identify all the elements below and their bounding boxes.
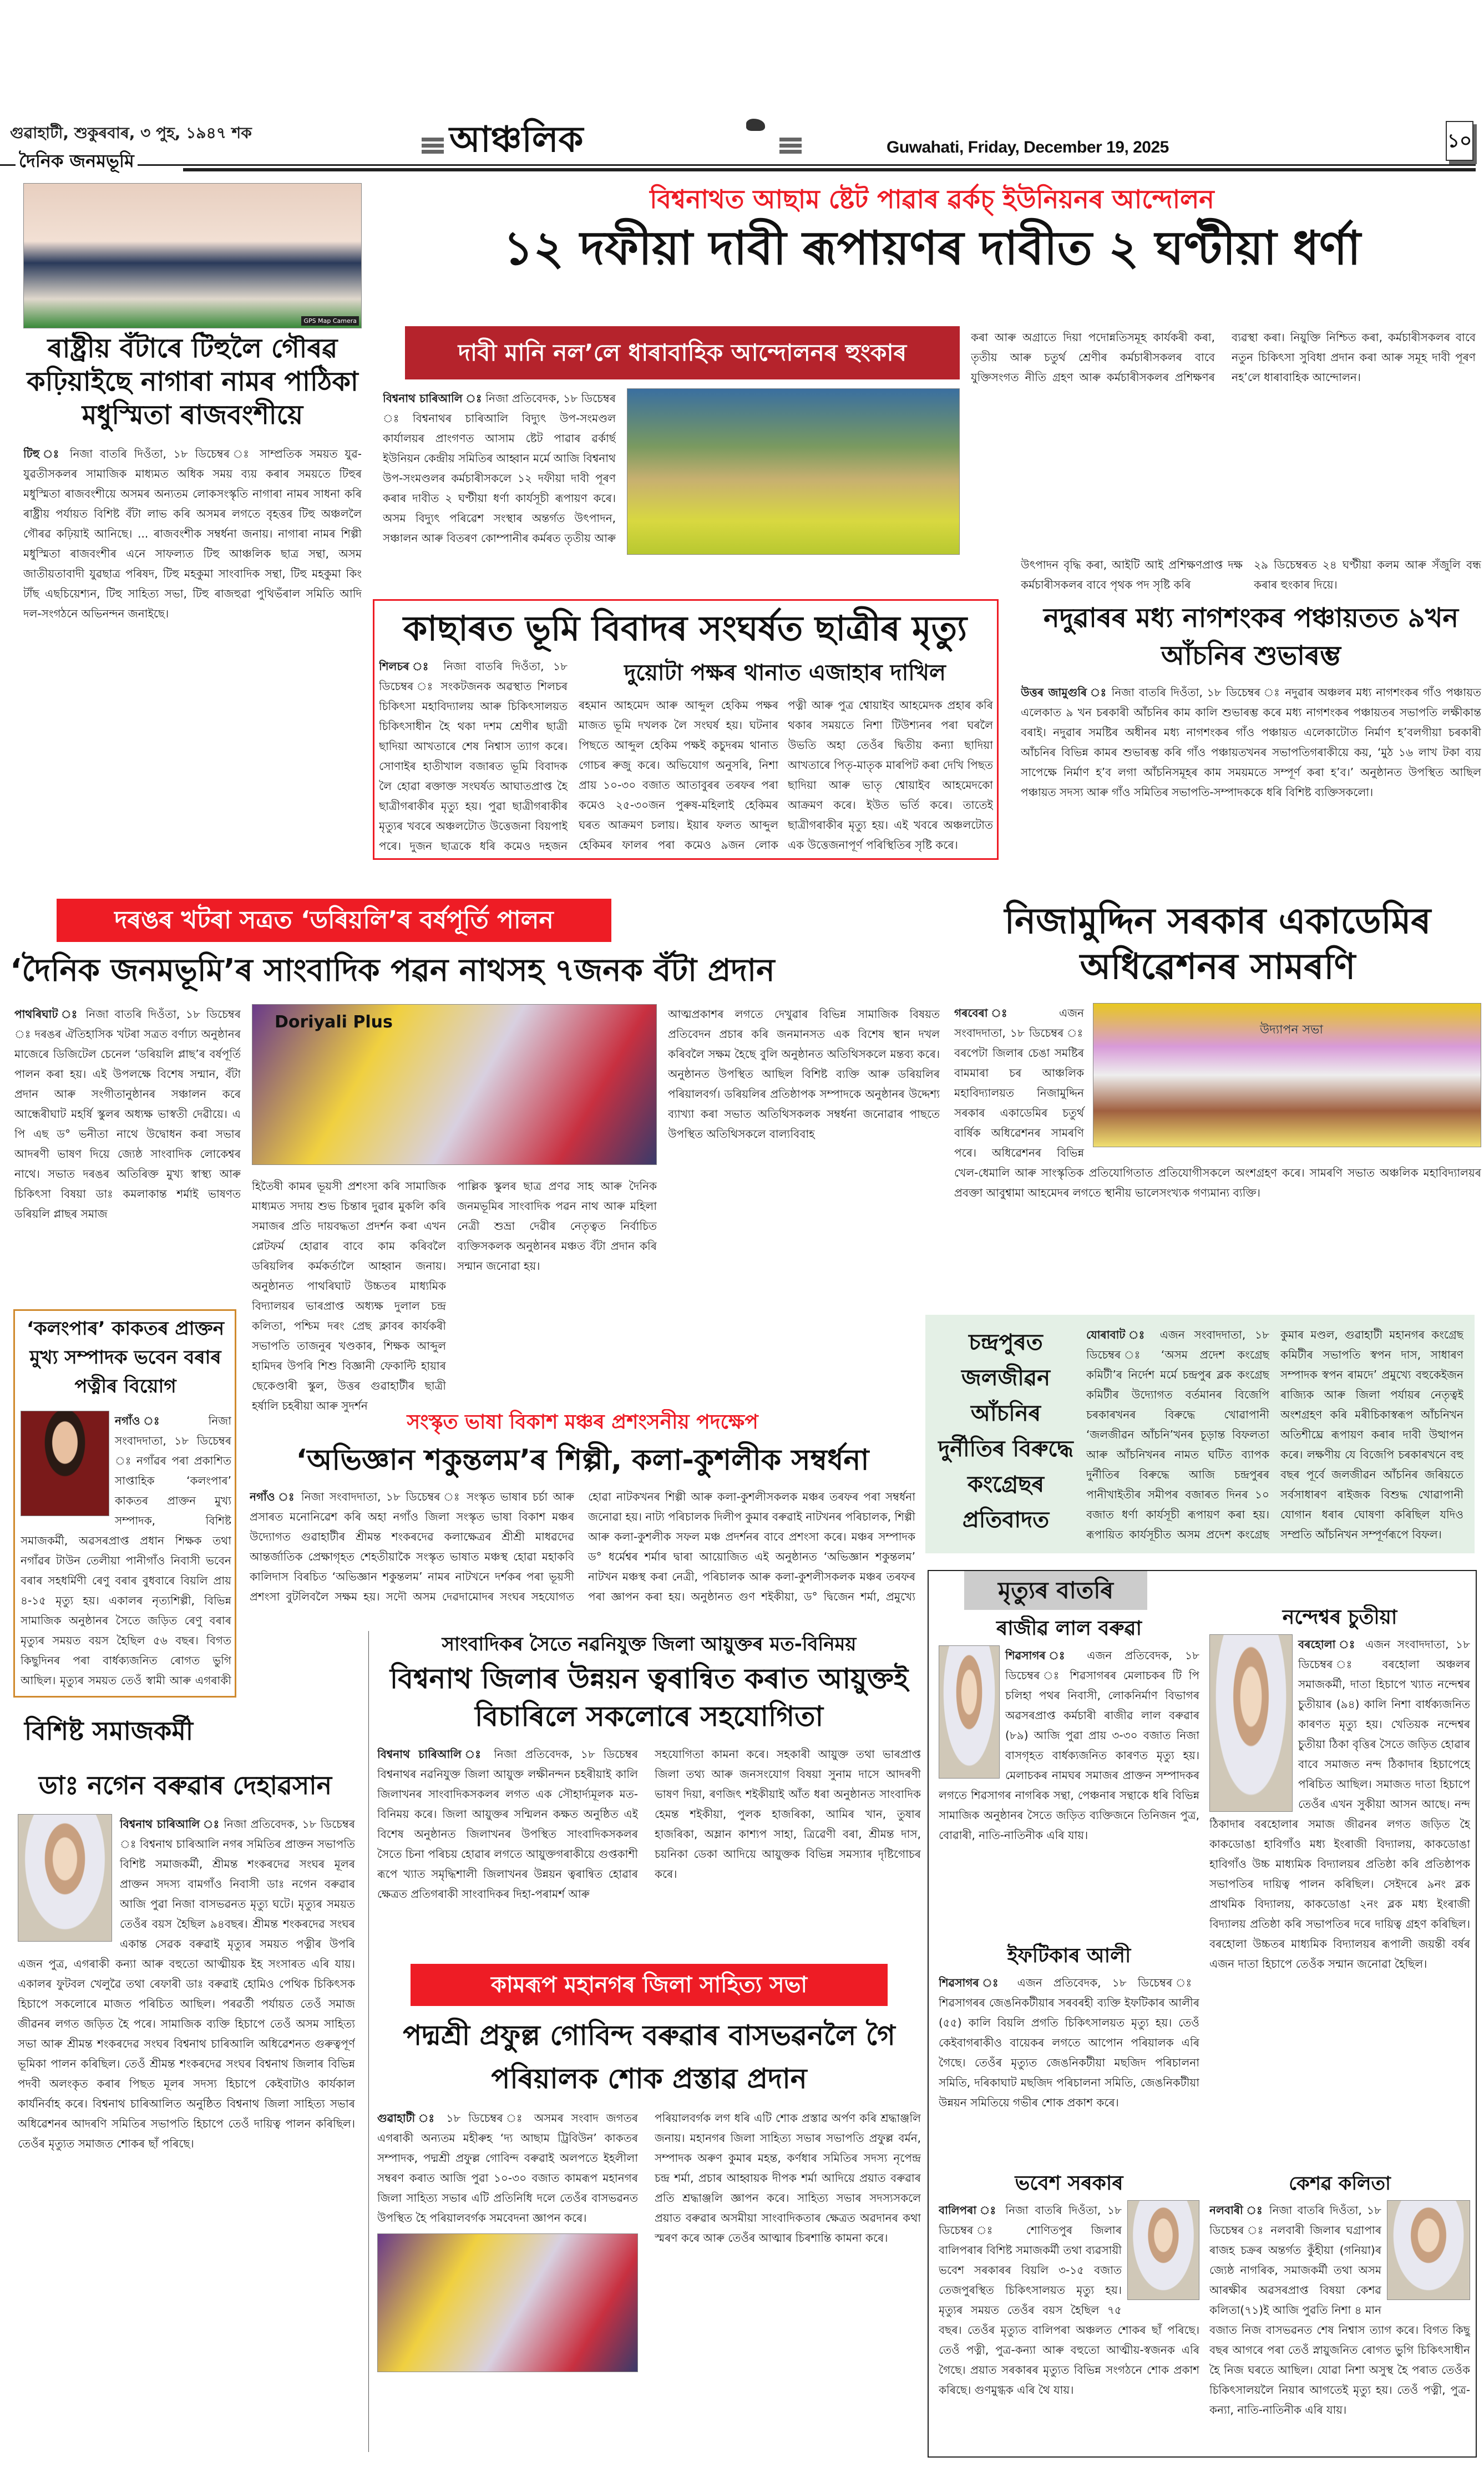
body-text: ১৮ ডিচেম্বৰ ঃ অসমৰ সংবাদ জগতৰ এগৰাকী অন্যতম মহীৰুহ ‘দ্য আছাম ট্ৰিবিউন’ কাকতৰ সম্পাদক, পদ্মশ্ৰী প্ৰফুল্ল গোবিন্দ বৰুৱাই অলপতে ইহলীলা সম্বৰণ কৰাত আজি পুৱা ১০-৩০ বজাত কামৰূপ মহানগৰ জিলা সাহিত্য সভাৰ এটি প্ৰতিনিধি দলে তেওঁৰ বাসভৱনত উপস্থিত হৈ পৰিয়ালবৰ্গক সমবেদনা জ্ঞাপন কৰে। [377, 2111, 638, 2225]
dateline: গুৱাহাটী ঃ [377, 2111, 439, 2125]
obituary-name: ভবেশ সৰকাৰ [1015, 2172, 1123, 2195]
award-headline: ৰাষ্ট্ৰীয় বঁটাৰে টিহুলৈ গৌৰৱ কঢ়িয়াইছে নাগাৰা নামৰ পাঠিকা মধুস্মিতা ৰাজবংশীয়ে [27, 333, 358, 430]
union-banner: দাবী মানি নল’লে ধাৰাবাহিক আন্দোলনৰ হুংকাৰ [405, 326, 960, 379]
nizam-headline: নিজামুদ্দিন সৰকাৰ একাডেমিৰ অধিৱেশনৰ সামৰণি [1004, 901, 1431, 987]
story-sahitya [377, 1964, 921, 2452]
doriyali-col3: পাল্লিক স্কুলৰ ছাত্ৰ প্ৰণৱ সাহ আৰু দৈনিক জনমভূমিৰ সাংবাদিক পৱন নাথ আৰু মহিলা নেত্ৰী শুভ্ৰা দেৱীৰ নেতৃত্বত নিৰ্বাচিত ব্যক্তিসকলক অনুষ্ঠানৰ মঞ্চত বঁটা প্ৰদান কৰি সন্মান জনোৱা হয়। [457, 1179, 657, 1273]
obituaries [928, 1570, 1477, 2458]
obituary-body [1209, 2200, 1470, 2440]
sanskrit-col2: হোৱা নাটকখনৰ শিল্পী আৰু কলা-কুশলীসকলক মঞ্চৰ তৰফৰ পৰা সম্বৰ্ধনা জনোৱা হয়। নাট্য পৰিচালক দিলীপ কুমাৰ বৰুৱাই নাটখনৰ পৰিচালক, শিল্পী আৰু কলা-কুশলীক সফল মঞ্চ প্ৰদৰ্শনৰ বাবে প্ৰশংসা কৰে। মঞ্চৰ সম্পাদক ড° ধৰ্মেশ্বৰ শৰ্মাৰ দ্বাৰা আয়োজিত এই অনুষ্ঠানত ‘অভিজ্ঞান শকুন্তলম’ নাটখন মঞ্চস্থ কৰা নেত্ৰী, পৰিচালক আৰু কলা-কুশলীসকলক মঞ্চৰ তৰফৰ পৰা জ্ঞাপন কৰা হয়। অনুষ্ঠানত গুণ শইকীয়া, ড° দ্বিজেন শৰ্মা, প্ৰমুখ্যে [588, 1490, 915, 1603]
obituary-body [939, 1973, 1199, 2152]
union-body-right: কৰা আৰু অগ্ৰাতে দিয়া পদোন্নতিসমূহ কাৰ্যকৰী কৰা, তৃতীয় আৰু চতুৰ্থ শ্ৰেণীৰ কৰ্মচাৰীসকলৰ বাবে যুক্তিসংগত নীতি গ্ৰহণ আৰু কৰ্মচাৰীসকলৰ প্ৰশিক্ষণৰ ব্যৱস্থা কৰা। নিয়ুক্তি নিশ্চিত কৰা, কৰ্মচাৰীসকলৰ বাবে নতুন চিকিৎসা সুবিধা প্ৰদান কৰা আৰু সমূহ দাবী পূৰণ নহ’লে ধাৰাবাহিক আন্দোলন। [971, 331, 1476, 384]
obituary-entry [939, 1943, 1199, 2165]
panchayat-body [1021, 682, 1481, 882]
intro-text: নিজা প্ৰতিবেদক, ১৮ ডিচেম্বৰ ঃ বিশ্বনাথ চাৰিআলি নগৰ সমিতিৰ প্ৰাক্তন সভাপতি বিশিষ্ট সমাজকৰ্মী, শ্ৰীমন্ত শংকৰদেৱ সংঘৰ মূলৰ প্ৰাক্তন সদস্য বামগাঁও নিবাসী ডাঃ নগেন বৰুৱাৰ আজি পুৱা নিজা বাসভৱনত মৃত্যু ঘটে। মৃত্যুৰ সময়ত তেওঁৰ বয়স হৈছিল ৯৪বছৰ। শ্ৰীমন্ত শংকৰদেৱ সংঘৰ একান্ত সেৱক বৰুৱাই [120, 1817, 355, 1951]
body-text: এজন সংবাদদাতা, ১৮ ডিচেম্বৰ ঃ ‘অসম প্ৰদেশ কংগ্ৰেছ কমিটী’ৰ নিৰ্দেশ মৰ্মে চন্দ্ৰপুৰ ব্লক কংগ্ৰেছ কমিটীৰ উদ্যোগত বৰ্তমানৰ বিজেপি চৰকাৰখনৰ বিৰুদ্ধে খোৱাপানী ‘জলজীৱন আঁচনি’খনৰ চূড়ান্ত বিফলতা আৰু আঁচনিখনৰ নামত ঘটিত ব্যাপক দুৰ্নীতিৰ বিৰুদ্ধে আজি চন্দ্ৰপুৰৰ পানীখাইতীৰ সমীপৰ বজাৰত দিনৰ ১০ বজাত ধৰ্ণা কাৰ্যসূচী ৰূপায়ণ কৰা হয়। ৰূপায়িত কাৰ্যসূচীত অসম প্ৰদেশ কংগ্ৰেছ [1086, 1328, 1269, 1541]
body-text-2: সাহিত্য সভাৰ সদস্যসকলে প্ৰয়াত বৰুৱাৰ অসমীয়া সাংবাদিকতাৰ ক্ষেত্ৰত অৱদানৰ কথা স্মৰণ কৰে আৰু তেওঁৰ আত্মাৰ চিৰশান্তি কামনা কৰে। [655, 2191, 921, 2245]
sahitya-banner: কামৰূপ মহানগৰ জিলা সাহিত্য সভা [411, 1964, 888, 2006]
body-text: নিজা বাতৰি দিওঁতা, ১৮ ডিচেম্বৰ ঃ শোণিতপুৰ জিলাৰ বালিপৰাৰ বিশিষ্ট সমাজকৰ্মী তথা ব্যৱসায়ী ভবেশ সৰকাৰৰ বিয়লি ৩-১৫ বজাত তেজপুৰস্থিত চিকিৎসালয়ত মৃত্যু হয়। মৃত্যুৰ সময়ত তেওঁৰ বয়স হৈছিল ৭৫ বছৰ। তেওঁৰ মৃত্যুত বালিপৰা অঞ্চলত শোকৰ ছাঁ পৰিছে। তেওঁ পত্নী, পুত্ৰ-কন্যা আৰু বহুতো আত্মীয়-স্বজনক এৰি গৈছে। প্ৰয়াত সৰকাৰৰ মৃত্যুত বিভিন্ন সংগঠনে শোক প্ৰকাশ কৰিছে। গুণমুগ্ধক এৰি থৈ যায়। [939, 2203, 1199, 2397]
dateline: উত্তৰ জামুগুৰি ঃ [1021, 686, 1107, 699]
sahitya-col1 [377, 2108, 638, 2448]
kalangpar-body [21, 1411, 231, 1690]
sanskrit-col1 [250, 1487, 574, 1607]
sahitya-photo[interactable] [377, 2233, 638, 2372]
date-english: Guwahati, Friday, December 19, 2025 [887, 138, 1169, 156]
dateline: গৰবেৰা ঃ [954, 1006, 1032, 1020]
land-col1 [379, 656, 568, 856]
page-number: ১০ [1446, 121, 1473, 161]
obituary-body [1209, 1634, 1470, 2154]
dateline: বালিপৰা ঃ [939, 2203, 999, 2217]
obituary-name: কেশৱ কলিতা [1289, 2172, 1391, 2195]
dateline: টিহু ঃ [23, 447, 63, 460]
story-nizam [954, 899, 1481, 1287]
samajkarmi-kicker: বিশিষ্ট সমাজকৰ্মী [24, 1716, 194, 1746]
union-photo[interactable] [627, 388, 960, 555]
obituary-entry [1209, 2170, 1470, 2453]
dateline: নগাঁও ঃ [250, 1490, 296, 1503]
body-text: নিজা প্ৰতিবেদক, ১৮ ডিচেম্বৰ বিশ্বনাথৰ নৱনিযুক্ত জিলা আয়ুক্ত লক্ষীনন্দন চহৰীয়াই কালি জিলাখনৰ সাংবাদিকসকলৰ লগত এক সৌহাৰ্দ্যমূলক মত-বিনিময় কৰে। জিলা আয়ুক্তৰ সন্মিলন কক্ষত অনুষ্ঠিত এই বিশেষ অনুষ্ঠানত জিলাখনৰ উপস্থিত সাংবাদিকসকলৰ সৈতে চিনা পৰিচয় হোৱাৰ লগতে আয়ুক্তগৰাকীয়ে গুপ্তকাশী ৰূপে খ্যাত সমৃদ্ধিশালী জিলাখনৰ উন্নয়ন ত্বৰান্বিত হোৱাৰ ক্ষেত্ৰত প্ৰতিগৰাকী সাংবাদিকৰ দিহা-পৰামৰ্শ আৰু [377, 1747, 638, 1901]
doriyali-col4: আত্মপ্ৰকাশৰ লগতে দেখুৱাৰ বিভিন্ন সামাজিক বিষয়ত প্ৰতিবেদন প্ৰচাৰ কৰি জনমানসত এক বিশেষ স্থান দখল কৰিবলৈ সক্ষম হৈছে বুলি অনুষ্ঠানত অতিথিসকলে মন্তব্য কৰে। অনুষ্ঠানত উপস্থিত আছিল বিশিষ্ট ব্যক্তি আৰু ডৰিয়লিৰ পৰিয়ালবৰ্গ। ডৰিয়লিৰ প্ৰতিষ্ঠাপক সম্পাদকে অনুষ্ঠানৰ উদ্দেশ্য ব্যাখ্যা কৰা সভাত অতিথিসকলক সম্বৰ্ধনা জনোৱাৰ পাছতে উপস্থিত অতিথিসকলে বাল্যবিবাহ [668, 1007, 940, 1141]
body-text: এজন প্ৰতিবেদক, ১৮ ডিচেম্বৰ ঃ শিৱসাগৰৰ জেঙনিকটীয়াৰ সৰবৰহী ব্যক্তি ইফটিকাৰ আলীৰ (৫৫) কালি বিয়লি প্ৰগতি চিকিৎসালয়ত মৃত্যু হয়। তেওঁ কেইবাগৰাকীও বায়েকৰ লগতে আপোন পৰিয়ালক এৰি গৈছে। তেওঁৰ মৃত্যুত জেঙনিকটীয়া মছজিদ পৰিচালনা সমিতি, দৰিকাঘাট মছজিদ পৰিচালনা সমিতি, জেঙনিকটীয়া উন্নয়ন সমিতিয়ে গভীৰ শোক প্ৰকাশ কৰে। [939, 1976, 1199, 2109]
kalangpar-photo[interactable] [21, 1411, 109, 1516]
nizam-body [954, 1003, 1481, 1283]
obituary-photo[interactable] [1387, 2200, 1470, 2300]
body-text: নিজা বাতৰি দিওঁতা, ১৮ ডিচেম্বৰ ঃ নলবাৰী জিলাৰ ঘগ্ৰাপাৰ ৰাজহ চক্ৰৰ অন্তৰ্গত কুঁহীয়া (গনিয়া)ৰ জ্যেষ্ঠ নাগৰিক, সমাজকৰ্মী তথা অসম আৰক্ষীৰ অৱসৰপ্ৰাপ্ত বিষয়া কেশৱ কলিতা(৭১)ই আজি পুৱতি নিশা ৪ মান বজাত নিজ বাসভৱনত শেষ নিশ্বাস ত্যাগ কৰে। বিগত কিছু বছৰ আগৰে পৰা তেওঁ স্নায়ুজনিত ৰোগত ভুগি চিকিৎসাধীন হৈ নিজ ঘৰতে আছিল। যোৱা নিশা অসুস্থ হৈ পৰাত তেওঁক চিকিৎসালয়লৈ নিয়াৰ আগতেই মৃত্যু হয়। তেওঁ পত্নী, পুত্ৰ-কন্যা, নাতি-নাতিনীক এৰি যায়। [1209, 2203, 1470, 2417]
story-land [373, 599, 999, 860]
photo-caption: উদ্যাপন সভা [1260, 1023, 1323, 1037]
body-text: নিজা বাতৰি দিওঁতা, ১৮ ডিচেম্বৰ ঃ সাম্প্ৰতিক সময়ত যুৱ-যুৱতীসকলৰ সামাজিক মাধ্যমত অধিক সময় ব্যয় কৰাৰ সময়তে টিহুৰ মধুস্মিতা ৰাজবংশীয়ে অসমৰ অন্যতম লোকসংস্কৃতি নাগাৰা নামৰ সাধনা কৰি ৰাষ্ট্ৰীয় পৰ্যায়ত বিশিষ্ট বঁটা লাভ কৰি অসমৰ লগতে বৃহত্তৰ টিহু অঞ্চললৈ গৌৰৱ কঢ়িয়াই আনিছে। ... [23, 447, 362, 540]
samajkarmi-headline: ডাঃ নগেন বৰুৱাৰ দেহাৱসান [38, 1770, 332, 1800]
obituary-photo[interactable] [1209, 1634, 1293, 1812]
sahitya-col2 [655, 2108, 921, 2448]
story-samajkarmi [13, 1709, 357, 2446]
section-title: আঞ্চলিক [449, 119, 584, 160]
sanskrit-headline: ‘অভিজ্ঞান শকুন্তলম’ৰ শিল্পী, কলা-কুশলীক সম্বৰ্ধনা [296, 1443, 869, 1477]
dateline: বৰহোলা ঃ [1298, 1638, 1359, 1651]
obituary-photo[interactable] [1127, 2200, 1199, 2300]
story-award [23, 183, 362, 854]
sahitya-headline: পদ্মশ্ৰী প্ৰফুল্ল গোবিন্দ বৰুৱাৰ বাসভৱনলৈ গৈ পৰিয়ালক শোক প্ৰস্তাৱ প্ৰদান [403, 2019, 895, 2095]
congress-col1 [1086, 1325, 1269, 1544]
obituary-body [939, 2200, 1199, 2440]
masthead-rule-thick [183, 168, 1476, 171]
body-text: এজন সংবাদদাতা, ১৮ ডিচেম্বৰ ঃ বৰহোলা অঞ্চলৰ সমাজকৰ্মী, দাতা হিচাপে খ্যাত নন্দেশ্বৰ চুতীয়াৰ (৯৪) কালি নিশা বাৰ্ধক্যজনিত কাৰণত মৃত্যু হয়। খেতিয়ক নন্দেশ্বৰ চুতীয়া ঠিকা বৃত্তিৰ সৈতে জড়িত হোৱাৰ বাবে সমাজত নন্দ ঠিকাদাৰ হিচাপেহে পৰিচিত আছিল। সমাজত দাতা হিচাপে তেওঁৰ এখন সুকীয়া আসন আছে। নন্দ ঠিকাদাৰ বৰহোলাৰ সমাজ জীৱনৰ লগত জড়িত হৈ কাকডোঙা হাবিগাঁও মধ্য ইংৰাজী বিদ্যালয়, কাকডোঙা হাবিগাঁও উচ্চ মাধ্যমিক বিদ্যালয়ৰ প্ৰতিষ্ঠা কৰি প্ৰতিষ্ঠাপক সভাপতিৰ দায়িত্ব পালন কৰিছিল। সেইদৰে ৯নং ব্লক প্ৰাথমিক বিদ্যালয়, কাকডোঙা ২নং ব্লক মধ্য ইংৰাজী বিদ্যালয় প্ৰতিষ্ঠা কৰি সভাপতিৰ দৰে দায়িত্ব গ্ৰহণ কৰিছিল। বৰহোলা উচ্চতৰ মাধ্যমিক বিদ্যালয়ৰ ৰূপালী জয়ন্তী বৰ্ষৰ এজন দাতা হিচাপে তেওঁক সন্মান জনোৱা হৈছিল। [1209, 1638, 1470, 1970]
sanskrit-kicker: সংস্কৃত ভাষা বিকাশ মঞ্চৰ প্ৰশংসনীয় পদক্ষেপ [407, 1411, 758, 1433]
date-assamese: গুৱাহাটী, শুকুৰবাৰ, ৩ পুহ, ১৯৪৭ শক [10, 124, 252, 142]
masthead-rule [0, 164, 1476, 166]
congress-col2: কুমাৰ মণ্ডল, গুৱাহাটী মহানগৰ কংগ্ৰেছ কমিটীৰ সভাপতি স্বপন দাস, সাধাৰণ সম্পাদক স্বপন ৰামদে’ প্ৰমুখ্যে বহুকেইজন ৰাজ্যিক আৰু জিলা পৰ্যায়ৰ নেতৃত্বই অংশগ্ৰহণ কৰি মৰীচিকাস্বৰূপ আঁচনিখন অতিশীঘ্ৰে ৰূপায়ণ কৰাৰ দাবী উত্থাপন কৰে। লক্ষণীয় যে বিজেপি চৰকাৰখনে বহু বছৰ পূৰ্বে জলজীৱন আঁচনিৰ জৰিয়তে সৰ্বসাধাৰণ ৰাইজক বিশুদ্ধ খোৱাপানী যোগান ধৰাৰ ঘোষণা কৰিছিল যদিও সম্প্ৰতি আঁচনিখন সম্পূৰ্ণৰূপে বিফল। [1280, 1328, 1463, 1541]
samajkarmi-body [18, 1814, 355, 2433]
samajkarmi-photo[interactable] [18, 1814, 112, 1942]
kalangpar-headline: ‘কলংপাৰ’ কাকতৰ প্ৰাক্তন মুখ্য সম্পাদক ভবেন বৰাৰ পত্নীৰ বিয়োগ [27, 1318, 224, 1397]
award-photo[interactable] [23, 183, 362, 328]
nizam-photo[interactable] [1093, 1003, 1481, 1147]
story-union [383, 183, 1481, 566]
dateline: শিৱসাগৰ ঃ [1005, 1649, 1075, 1662]
congress-headline: চন্দ্ৰপুৰত জলজীৱন আঁচনিৰ দুৰ্নীতিৰ বিৰুদ্ধে কংগ্ৰেছৰ প্ৰতিবাদত [938, 1330, 1073, 1533]
masthead [0, 0, 1484, 178]
paper-name: দৈনিক জনমভূমি [16, 149, 138, 173]
commissioner-headline: বিশ্বনাথ জিলাৰ উন্নয়ন ত্বৰান্বিত কৰাত আয়ুক্তই বিচাৰিলে সকলোৰে সহযোগিতা [389, 1663, 909, 1733]
doriyali-banner: দৰঙৰ খটৰা সত্ৰত ‘ডৰিয়লি’ৰ বৰ্ষপূৰ্তি পালন [57, 899, 611, 942]
commissioner-kicker: সাংবাদিকৰ সৈতে নৱনিযুক্ত জিলা আয়ুক্তৰ মত-বিনিময় [442, 1633, 857, 1655]
logo-stripes-right [779, 138, 802, 154]
doriyali-col2: হিতৈষী কামৰ ভূয়সী প্ৰশংসা কৰি সামাজিক মাধ্যমত সদায় শুভ চিন্তাৰ দুৱাৰ মুকলি কৰি সমাজৰ প্ৰতি দায়বদ্ধতা প্ৰদৰ্শন কৰা এখন প্লেটফৰ্ম হোৱাৰ বাবে কাম কৰিবলৈ ডৰিয়লিৰ কৰ্মকৰ্তালৈ আহ্বান জনায়। অনুষ্ঠানত পাথৰিঘাট উচ্চতৰ মাধ্যমিক বিদ্যালয়ৰ ভাৰপ্ৰাপ্ত অধ্যক্ষ দুলাল চন্দ্ৰ কলিতা, পশ্চিম দৰং প্ৰেছ ক্লাবৰ কাৰ্যকৰী সভাপতি তাজনুৰ খণ্ডকাৰ, শিক্ষক আব্দুল হামিদৰ উপৰি শিশু বিজ্ঞানী ফেকাল্টি হায়াৰ ছেকেণ্ডাৰী স্কুল, উত্তৰ গুৱাহাটীৰ ছাত্ৰী হৰ্ষালি চহৰীয়া আৰু সুদৰ্শন [252, 1179, 446, 1412]
commissioner-col2: সহযোগিতা কামনা কৰে। সহকাৰী আয়ুক্ত তথা ভাৰপ্ৰাপ্ত জিলা তথ্য আৰু জনসংযোগ বিষয়া সুনাম দাসে আদৰণী ভাষণ দিয়া, ৰণজিৎ শইকীয়াই আঁত ধৰা অনুষ্ঠানত সাংবাদিক হেমন্ত শইকীয়া, পুলক হাজৰিকা, আমিৰ খান, তুষাৰ হাজৰিকা, অম্লান কাশ্যপ সাহা, ত্ৰিৱেণী বৰা, শ্ৰীমন্ত দাস, চয়নিকা ডেকা আদিয়ে আয়ুক্তক বিভিন্ন সমস্যাৰ দৃষ্টিগোচৰ কৰে। [655, 1747, 921, 1881]
obituaries-title: মৃত্যুৰ বাতৰি [964, 1571, 1147, 1610]
dateline: নলবাৰী ঃ [1209, 2203, 1264, 2217]
dateline: বিশ্বনাথ চাৰিআলি ঃ [120, 1817, 220, 1831]
body-text: নিজা সংবাদদাতা, ১৮ ডিচেম্বৰ ঃ নগাঁৱৰ পৰা প্ৰকাশিত সাপ্তাহিক ‘কলংপাৰ’ কাকতৰ প্ৰাক্তন মুখ্য সম্পাদক, বিশিষ্ট সমাজকৰ্মী, অৱসৰপ্ৰাপ্ত প্ৰধান শিক্ষক তথা নগাঁৱৰ টাউন তেলীয়া পানীগাঁও নিবাসী ভবেন বৰাৰ সহধৰ্মিণী ৰেণু বৰাৰ বুধবাৰে বিয়লি প্ৰায় ৪-১৫ মৃত্যু হয়। একালৰ নৃত্যশিল্পী, বিভিন্ন সামাজিক অনুষ্ঠানৰ সৈতে জড়িত ৰেণু বৰাৰ মৃত্যুৰ সময়ত বয়স হৈছিল ৫৬ বছৰ। বিগত কিছুদিনৰ পৰা বাৰ্ধক্যজনিত ৰোগত ভুগি আছিল। মৃত্যুৰ সময়ত তেওঁ স্বামী আৰু এগৰাকী [21, 1414, 231, 1687]
dateline: বিশ্বনাথ চাৰিআলি ঃ [383, 392, 482, 405]
union-tail-2: ২৯ ডিচেম্বৰত ২৪ ঘণ্টীয়া কলম আৰু সঁজুলি বন্ধ কৰাৰ হুংকাৰ দিয়ে। [1254, 558, 1481, 591]
dateline: শিলচৰ ঃ [379, 660, 434, 673]
body-text: নিজা সংবাদদাতা, ১৮ ডিচেম্বৰ ঃ সংস্কৃত ভাষাৰ চৰ্চা আৰু প্ৰসাৰত মনোনিৱেশ কৰি অহা নগাঁও জিলা সংস্কৃত ভাষা বিকাশ মঞ্চৰ উদ্যোগত গুৱাহাটীৰ শ্ৰীমন্ত শংকৰদেৱ কলাক্ষেত্ৰৰ শ্ৰীশ্ৰী মাধৱদেৱ আন্তৰ্জাতিক প্ৰেক্ষাগৃহত শেহতীয়াকৈ সংস্কৃত ভাষাত মঞ্চস্থ হোৱা মহাকবি কালিদাস বিৰচিত ‘অভিজ্ঞান শকুন্তলম’ নামৰ নাটখনে দৰ্শকৰ পৰা ভূয়সী প্ৰশংসা বুটলিবলৈ সক্ষম হয়। সদৌ অসম দেৱদামোদৰ সংঘৰ সহযোগত [250, 1490, 574, 1603]
union-tail-1: উৎপাদন বৃদ্ধি কৰা, আইটি আই প্ৰশিক্ষণপ্ৰাপ্ত দক্ষ কৰ্মচাৰীসকলৰ বাবে পৃথক পদ সৃষ্টি কৰি [1021, 558, 1243, 591]
obituary-photo[interactable] [939, 1645, 1000, 1779]
body-text: পৰিয়ালবৰ্গক লগ ধৰি এটি শোক প্ৰস্তাৱ অৰ্পণ কৰি শ্ৰদ্ধাঞ্জলি জনায়। মহানগৰ জিলা সাহিত্য সভাৰ সভাপতি প্ৰফুল্ল বৰ্মন, সম্পাদক অৰুণ কুমাৰ মহন্ত, কৰ্ণধাৰ সমিতিৰ সদস্য নৃপেন্দ্ৰ চন্দ্ৰ শৰ্মা, প্ৰচাৰ আহ্বায়ক দীপক শৰ্মা আদিয়ে প্ৰয়াত বৰুৱাৰ প্ৰতি শ্ৰদ্ধাঞ্জলি জ্ঞাপন কৰে। [655, 2111, 921, 2205]
photo-caption: Doriyali Plus [275, 1012, 393, 1032]
commissioner-col1 [377, 1744, 638, 1924]
panchayat-headline: নদুৱাৰৰ মধ্য নাগশংকৰ পঞ্চায়তত ৯খন আঁচনিৰ শুভাৰম্ভ [1043, 602, 1459, 671]
obituary-name: নন্দেশ্বৰ চুতীয়া [1282, 1606, 1397, 1629]
body-text: নিজা বাতৰি দিওঁতা, ১৮ ডিচেম্বৰ ঃ নদুৱাৰ অঞ্চলৰ মধ্য নাগশংকৰ গাঁও পঞ্চায়ত এলেকাত ৯ খন চৰকাৰী আঁচনিৰ কাম কালি শুভাৰম্ভ কৰে মধ্য নাগশংকৰ পঞ্চায়তৰ সভাপতি লক্ষীকান্ত বৰাই। নদুৱাৰ সমষ্টিৰ অধীনৰ মধ্য নাগশংকৰ গাঁও পঞ্চায়ত এলেকাটোত নিৰ্মাণ হ’বলগীয়া চৰকাৰী আঁচনিৰ বিভিন্ন কামৰ শুভাৰম্ভ কৰি গাঁও পঞ্চায়তখনৰ সভাপতিগৰাকীয়ে কয়, ‘মুঠ ১৬ লাখ টকা ব্যয় সাপেক্ষে নিৰ্মাণ হ’ব লগা আঁচনিসমূহৰ কাম সময়মতে সম্পূৰ্ণ কৰা হ’ব।’ অনুষ্ঠানত উপস্থিত আছিল পঞ্চায়ত সদস্য আৰু গাঁও সমিতিৰ সভাপতি-সম্পাদককে ধৰি বিশিষ্ট ব্যক্তিসকলো। [1021, 686, 1481, 799]
land-col3: পত্নী আৰু পুত্ৰ শ্বোয়াইব আহমেদক প্ৰহাৰ কৰি থকাৰ সময়তে নিশা টিউশ্যনৰ পৰা ঘৰলৈ উভতি অহা তেওঁৰ দ্বিতীয় কন্যা ছাদিয়া আখতাৰে পিতৃ-মাতৃক মাৰপিট কৰা দেখি পিছত ছাদিয়া আৰু ভাতৃ শ্বোয়াইব আহমেদকো আক্ৰমণ কৰে। ইউত ভৰ্তি কৰে। তাতেই ছাত্ৰীগৰাকীৰ মৃত্যু হয়। এই খবৰে অঞ্চলটোত এক উত্তেজনাপূৰ্ণ পৰিস্থিতিৰ সৃষ্টি কৰে। [788, 698, 993, 852]
body-text: এজন প্ৰতিবেদক, ১৮ ডিচেম্বৰ ঃ শিৱসাগৰৰ মেলাচকৰ টি পি চলিহা পথৰ নিবাসী, লোকনিৰ্মাণ বিভাগৰ অৱসৰপ্ৰাপ্ত কৰ্মচাৰী ৰাজীৱ লাল বৰুৱাৰ (৮৯) আজি পুৱা প্ৰায় ৩-৩০ বজাত নিজা বাসগৃহত বাৰ্ধক্যজনিত কাৰণত মৃত্যু হয়। মেলাচকৰ নামঘৰ সমাজৰ প্ৰাক্তন সম্পাদকৰ লগতে শিৱসাগৰ নাগৰিক সন্থা, পেঞ্চনাৰ সন্থাকে ধৰি বিভিন্ন সামাজিক অনুষ্ঠানৰ সৈতে জড়িত ব্যক্তিজনে তিনিজন পুত্ৰ, বোৱাৰী, নাতি-নাতিনীক এৰি যায়। [939, 1649, 1199, 1842]
union-headline: ১২ দফীয়া দাবী ৰূপায়ণৰ দাবীত ২ ঘণ্টীয়া ধৰ্ণা [503, 221, 1361, 275]
dateline: নগাঁও ঃ [115, 1414, 183, 1427]
story-kalangpar [13, 1309, 236, 1698]
doriyali-headline: ‘দৈনিক জনমভূমি’ৰ সাংবাদিক পৱন নাথসহ ৭জনক বঁটা প্ৰদান [10, 953, 775, 989]
doriyali-photo[interactable] [252, 1004, 657, 1165]
union-body [383, 388, 616, 548]
body-text-end: ৰাজবংশীক সম্বৰ্ধনা জনায়। নাগাৰা নামৰ শিল্পী মধুস্মিতা ৰাজবংশীৰ এনে সাফল্যত টিহু আঞ্চলিক ছাত্ৰ সন্থা, অসম জাতীয়তাবাদী যুৱছাত্ৰ পৰিষদ, টিহু মহকুমা সাংবাদিক সন্থা, টিহু মহকুমা কিং টাঁছ এছচিয়েশ্যন, টিহু সাহিত্য সভা, টিহু ৰাজহুৱা পুথিভঁৰাল সমিতি আদি দল-সংগঠনে অভিনন্দন জনাইছে। [23, 527, 362, 620]
dateline: শিৱসাগৰ ঃ [939, 1976, 1006, 1989]
rhino-icon [746, 119, 765, 131]
dateline: বিশ্বনাথ চাৰিআলি ঃ [377, 1747, 486, 1761]
obituary-name: ৰাজীৱ লাল বৰুৱা [996, 1617, 1142, 1640]
obituary-entry [939, 2170, 1199, 2453]
obituary-entry [939, 1615, 1199, 1937]
logo-stripes-left [422, 138, 444, 154]
story-commissioner [377, 1631, 921, 1953]
land-subhead: দুয়োটা পক্ষৰ থানাত এজাহাৰ দাখিল [624, 660, 946, 686]
obituary-name: ইফটিকাৰ আলী [1007, 1944, 1131, 1967]
story-congress [925, 1315, 1475, 1553]
body-text: মৃত্যুৰ সময়ত পত্নীৰ উপৰি এজন পুত্ৰ, এগৰাকী কন্যা আৰু বহুতো আত্মীয়ক ইহ সংসাৰত এৰি যায়। একালৰ ফুটবল খেলুৱৈ তথা ৰেফাৰী ডাঃ বৰুৱাই হোমিও পেথিক চিকিৎসক হিচাপে সকলোৰে মাজত পৰিচিত আছিল। পৰৱৰ্তী পৰ্যায়ত তেওঁ সমাজ জীৱনৰ লগত জড়িত হৈ পৰে। সামাজিক ব্যক্তি হিচাপে তেওঁ অসম সাহিত্য সভা আৰু শ্ৰীমন্ত শংকৰদেৱ সংঘৰ বিশ্বনাথ চাৰিআলি অধিৱেশনত গুৰুত্বপূৰ্ণ ভূমিকা পালন কৰিছিল। তেওঁ শ্ৰীমন্ত শংকৰদেৱ সংঘৰ বিশ্বনাথ জিলাৰ বিভিন্ন পদবী অলংকৃত কৰাৰ পিছত মূলৰ সদস্য হিচাপে কেইবাটাও কাৰ্যকাল কাৰ্যনিৰ্বাহ কৰে। বিশ্বনাথ চাৰিআলিত অনুষ্ঠিত বিশ্বনাথ জিলা সাহিত্য সভাৰ অধিৱেশনৰ আদৰণি সমিতিৰ সভাপতি হিচাপে তেওঁ দায়িত্ব পালন কৰিছিল। তেওঁৰ মৃত্যুত সমাজত শোকৰ ছাঁ পৰিছে। [18, 1937, 355, 2150]
obituary-entry [1209, 1604, 1470, 2159]
body-text: নিজা বাতৰি দিওঁতা, ১৮ ডিচেম্বৰ ঃ সংকটজনক অৱস্থাত শিলচৰ চিকিৎসা মহাবিদ্যালয় আৰু চিকিৎসালয়ত চিকিৎসাধীন হৈ থকা দশম শ্ৰেণীৰ ছাত্ৰী ছাদিয়া আখতাৰে শেষ নিশ্বাস ত্যাগ কৰে। সোণাইৰ হাতীখাল বজাৰত ভূমি বিবাদক লৈ হোৱা ৰক্তাক্ত সংঘৰ্ষত আঘাতপ্ৰাপ্ত হৈ ছাত্ৰীগৰাকীৰ মৃত্যু হয়। পুৱা ছাত্ৰীগৰাকীৰ মৃত্যুৰ খবৰে অঞ্চলটোত উত্তেজনা বিয়পাই পৰে। দুজন ছাত্ৰকে ধৰি কমেও দহজন [379, 660, 568, 853]
column-divider [368, 1631, 369, 2452]
story-sanskrit [250, 1409, 915, 1620]
body-text: নিজা বাতৰি দিওঁতা, ১৮ ডিচেম্বৰ ঃ দৰঙৰ ঐতিহাসিক খটৰা সত্ৰত বৰ্ণাঢ্য অনুষ্ঠানৰ মাজেৰে ডিজিটেল চেনেল ‘ডৰিয়লি প্লাছ’ৰ বৰ্ষপূৰ্তি পালন কৰা হয়। এই উপলক্ষে বিশেষ সন্মান, বঁটা প্ৰদান আৰু সংগীতানুষ্ঠানৰ সঞ্চালন কৰে আন্ধেৰীঘাট মহৰ্ষি স্কুলৰ অধ্যক্ষ ভাস্বতী দেৱীয়ে। এ পি এছ ড° ভনীতা নাথে উদ্বোধন কৰা সভাৰ আদৰণী ভাষণ দিয়ে জ্যেষ্ঠ সাংবাদিক লোকেশ্বৰ নাথে। সভাত দৰঙৰ অতিৰিক্ত মুখ্য স্বাস্থ্য আৰু চিকিৎসা বিষয়া ডাঃ কমলাকান্ত শৰ্মাই ভাষণত ডৰিয়লি প্লাছৰ সমাজ [14, 1007, 241, 1220]
dateline: যোৰাবাট ঃ [1086, 1328, 1151, 1341]
body-text: নিজা প্ৰতিবেদক, ১৮ ডিচেম্বৰ ঃ বিশ্বনাথৰ চাৰিআলি বিদ্যুৎ উপ-সংমণ্ডল কাৰ্যালয়ৰ প্ৰাংগণত আসাম ষ্টেট পাৱাৰ ৱৰ্কাৰ্ছ ইউনিয়ন কেন্দ্ৰীয় সমিতিৰ আহ্বান মৰ্মে আজি বিশ্বনাথ উপ-সংমণ্ডলৰ কৰ্মচাৰীসকলে ১২ দফীয়া দাবী পূৰণ কৰাৰ দাবীত ২ ঘণ্টীয়া ধৰ্ণা কাৰ্যসূচী ৰূপায়ণ কৰে। অসম বিদ্যুৎ পৰিৱেশ সংস্থাৰ অন্তৰ্গত উৎপাদন, সঞ্চালন আৰু বিতৰণ কোম্পানীৰ কৰ্মৰত তৃতীয় আৰু [383, 392, 616, 545]
obituary-body [939, 1645, 1199, 1925]
award-body [23, 444, 362, 843]
dateline: পাথৰিঘাট ঃ [14, 1007, 80, 1021]
photo-caption: GPS Map Camera [301, 316, 359, 326]
union-kicker: বিশ্বনাথত আছাম ষ্টেট পাৱাৰ ৱৰ্কচ্ ইউনিয়নৰ আন্দোলন [650, 184, 1214, 214]
body-text: এজন সংবাদদাতা, ১৮ ডিচেম্বৰ ঃ বৰপেটা জিলাৰ চেঙা সমষ্টিৰ বামমাৰা চৰ আঞ্চলিক মহাবিদ্যালয়ত নিজামুদ্দিন সৰকাৰ একাডেমিৰ চতুৰ্থ বাৰ্ষিক অধিৱেশনৰ সামৰণি পৰে। অধিৱেশনৰ বিভিন্ন খেল-ধেমালি আৰু সাংস্কৃতিক প্ৰতিযোগিতাত প্ৰতিযোগীসকলে অংশগ্ৰহণ কৰে। সামৰণি সভাত অঞ্চলিক মহাবিদ্যালয়ৰ প্ৰবক্তা আবুশ্বামা আহমেদৰ লগতে স্থানীয় ভালেসংখ্যক গণ্যমান্য ব্যক্তি। [954, 1006, 1481, 1199]
story-panchayat [1021, 599, 1481, 882]
land-col2: ৰহমান আহমেদ আৰু আব্দুল হেকিম পক্ষৰ মাজত ভূমি দখলক লৈ সংঘৰ্ষ হয়। ঘটনাৰ পিছতে আব্দুল হেকিম পক্ষই কচুদৰম থানাত গোচৰ ৰুজু কৰে। অভিযোগ অনুসৰি, নিশা প্ৰায় ১০-৩০ বজাত আতাবুৰৰ তৰফৰ পৰা কমেও ২৫-৩০জন পুৰুষ-মহিলাই হেকিমৰ ঘৰত আক্ৰমণ চলায়। ইয়াৰ ফলত আব্দুল হেকিমৰ ফালৰ পৰা কমেও ৯জন লোক [579, 698, 778, 852]
land-headline: কাছাৰত ভূমি বিবাদৰ সংঘৰ্ষত ছাত্ৰীৰ মৃত্যু [403, 608, 968, 649]
